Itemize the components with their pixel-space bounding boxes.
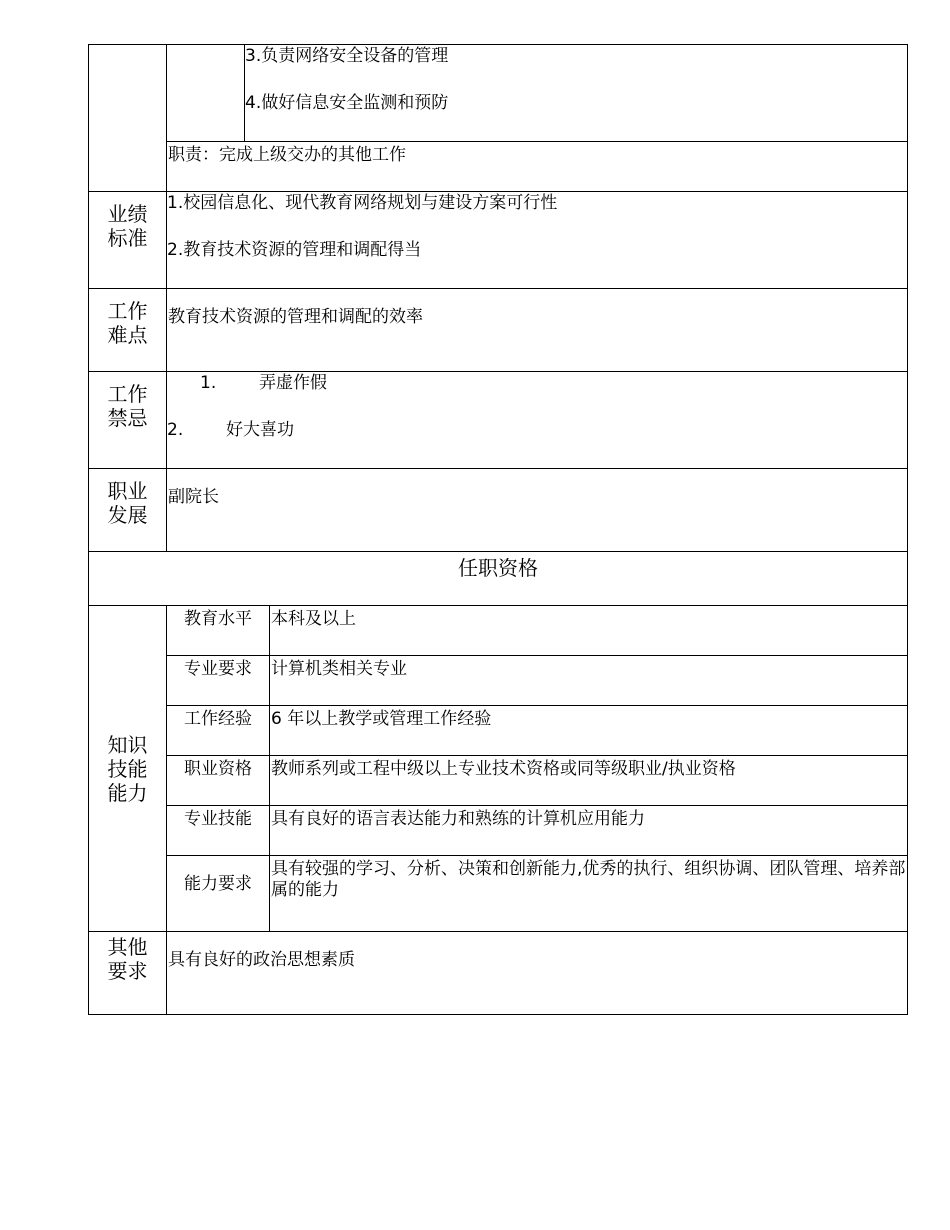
qualification-value: 6 年以上教学或管理工作经验: [270, 706, 908, 756]
career-label: 职业 发展: [89, 469, 167, 552]
performance-item: 2.教育技术资源的管理和调配得当: [167, 240, 422, 260]
performance-row: [89, 192, 908, 289]
duties-label-cell: [89, 45, 167, 192]
performance-items-cell: [167, 192, 908, 289]
qualification-name: 能力要求: [167, 856, 270, 932]
qualification-value: 具有良好的语言表达能力和熟练的计算机应用能力: [270, 806, 908, 856]
qualification-row: [89, 706, 908, 756]
taboo-item: 1. 弄虚作假: [200, 373, 327, 393]
qualification-row: [89, 806, 908, 856]
duty-item: 4.做好信息安全监测和预防: [245, 93, 449, 113]
duties-sub-cell: [167, 45, 245, 142]
qualification-name: 教育水平: [167, 606, 270, 656]
performance-label: 业绩 标准: [89, 192, 167, 289]
taboo-items-cell: [167, 372, 908, 469]
qualification-title: 任职资格: [89, 552, 908, 606]
qualification-row: [89, 606, 908, 656]
qualification-name: 工作经验: [167, 706, 270, 756]
performance-item: 1.校园信息化、现代教育网络规划与建设方案可行性: [167, 193, 558, 213]
qualification-name: 专业技能: [167, 806, 270, 856]
qualification-row: [89, 756, 908, 806]
qualification-value: 计算机类相关专业: [270, 656, 908, 706]
qualification-value: 本科及以上: [270, 606, 908, 656]
duties-other-row: [89, 142, 908, 192]
other-label: 其他 要求: [89, 932, 167, 1015]
difficulty-text: 教育技术资源的管理和调配的效率: [167, 289, 908, 372]
difficulty-row: [89, 289, 908, 372]
qualification-label: 知识 技能 能力: [89, 606, 167, 932]
duty-item: 3.负责网络安全设备的管理: [245, 46, 449, 66]
job-description-table: [88, 44, 908, 1015]
qualification-row: [89, 656, 908, 706]
taboo-item: 2. 好大喜功: [167, 420, 294, 440]
job-description-document: [88, 44, 907, 1015]
qualification-name: 专业要求: [167, 656, 270, 706]
qualification-name: 职业资格: [167, 756, 270, 806]
duties-other-text: 职责：完成上级交办的其他工作: [167, 142, 908, 192]
career-text: 副院长: [167, 469, 908, 552]
career-row: [89, 469, 908, 552]
qualification-header-row: [89, 552, 908, 606]
taboo-row: [89, 372, 908, 469]
difficulty-label: 工作 难点: [89, 289, 167, 372]
duties-row: [89, 45, 908, 142]
qualification-value: 教师系列或工程中级以上专业技术资格或同等级职业/执业资格: [270, 756, 908, 806]
qualification-value: 具有较强的学习、分析、决策和创新能力,优秀的执行、组织协调、团队管理、培养部属的能力: [270, 856, 908, 932]
other-row: [89, 932, 908, 1015]
duties-items-cell: [245, 45, 908, 142]
taboo-label: 工作 禁忌: [89, 372, 167, 469]
qualification-row: [89, 856, 908, 932]
other-text: 具有良好的政治思想素质: [167, 932, 908, 1015]
